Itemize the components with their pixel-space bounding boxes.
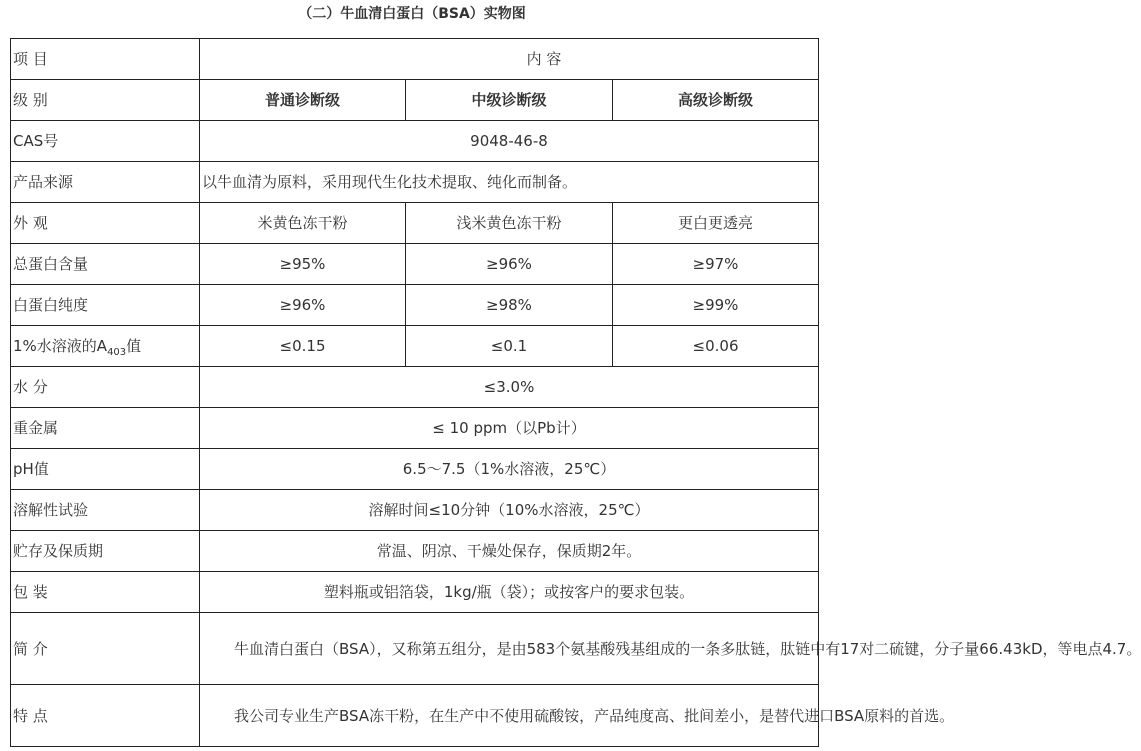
table-row: [11, 203, 819, 244]
row-label: 项 目: [11, 39, 200, 80]
solubility-value: 溶解时间≤10分钟（10%水溶液，25℃）: [200, 490, 819, 531]
heavy-metal-value: ≤ 10 ppm（以Pb计）: [200, 408, 819, 449]
grade-header-intermediate: 中级诊断级: [406, 80, 613, 121]
water-value: ≤3.0%: [200, 367, 819, 408]
table-cell: 浅米黄色冻干粉: [406, 203, 613, 244]
cas-value: 9048-46-8: [200, 121, 819, 162]
table-row: [11, 326, 819, 367]
table-row: [11, 39, 819, 80]
table-row: [11, 80, 819, 121]
table-row: [11, 408, 819, 449]
storage-value: 常温、阴凉、干燥处保存，保质期2年。: [200, 531, 819, 572]
row-label: 总蛋白含量: [11, 244, 200, 285]
table-cell: ≥96%: [406, 244, 613, 285]
table-cell: ≤0.15: [200, 326, 406, 367]
row-label: 重金属: [11, 408, 200, 449]
table-cell: ≥95%: [200, 244, 406, 285]
table-cell: ≤0.06: [613, 326, 819, 367]
table-cell: ≥97%: [613, 244, 819, 285]
table-row: [11, 285, 819, 326]
row-label: 特 点: [11, 685, 200, 747]
table-caption: （二）牛血清白蛋白（BSA）实物图: [298, 6, 526, 22]
table-cell: ≥98%: [406, 285, 613, 326]
table-row: [11, 613, 819, 685]
row-label: 贮存及保质期: [11, 531, 200, 572]
table-row: [11, 367, 819, 408]
content-header: 内 容: [200, 39, 819, 80]
row-label: 水 分: [11, 367, 200, 408]
table-cell: ≤0.1: [406, 326, 613, 367]
table-cell: 更白更透亮: [613, 203, 819, 244]
row-label: 级 别: [11, 80, 200, 121]
row-label: CAS号: [11, 121, 200, 162]
table-cell: ≥99%: [613, 285, 819, 326]
row-label: pH值: [11, 449, 200, 490]
grade-header-advanced: 高级诊断级: [613, 80, 819, 121]
table-row: [11, 162, 819, 203]
row-label: 简 介: [11, 613, 200, 685]
intro-value: 牛血清白蛋白（BSA），又称第五组分，是由583个氨基酸残基组成的一条多肽链，肽链中有17对二硫键，分子量66.43kD，等电点4.7。: [200, 613, 819, 685]
spec-table: [10, 38, 1141, 747]
table-row: [11, 244, 819, 285]
table-cell: ≥96%: [200, 285, 406, 326]
table-row: [11, 121, 819, 162]
row-label: 产品来源: [11, 162, 200, 203]
table-row: [11, 572, 819, 613]
packaging-value: 塑料瓶或铝箔袋，1kg/瓶（袋）；或按客户的要求包装。: [200, 572, 819, 613]
source-value: 以牛血清为原料，采用现代生化技术提取、纯化而制备。: [200, 162, 819, 203]
ph-value: 6.5～7.5（1%水溶液，25℃）: [200, 449, 819, 490]
row-label: 1%水溶液的$A_{403}$值: [11, 326, 200, 367]
table-row: [11, 490, 819, 531]
row-label: 包 装: [11, 572, 200, 613]
features-value: 我公司专业生产BSA冻干粉，在生产中不使用硫酸铵，产品纯度高、批间差小，是替代进口BSA原料的首选。: [200, 685, 819, 747]
table-row: [11, 685, 819, 747]
grade-header-normal: 普通诊断级: [200, 80, 406, 121]
row-label: 外 观: [11, 203, 200, 244]
table-cell: 米黄色冻干粉: [200, 203, 406, 244]
table-row: [11, 449, 819, 490]
table-row: [11, 531, 819, 572]
row-label: 白蛋白纯度: [11, 285, 200, 326]
row-label: 溶解性试验: [11, 490, 200, 531]
